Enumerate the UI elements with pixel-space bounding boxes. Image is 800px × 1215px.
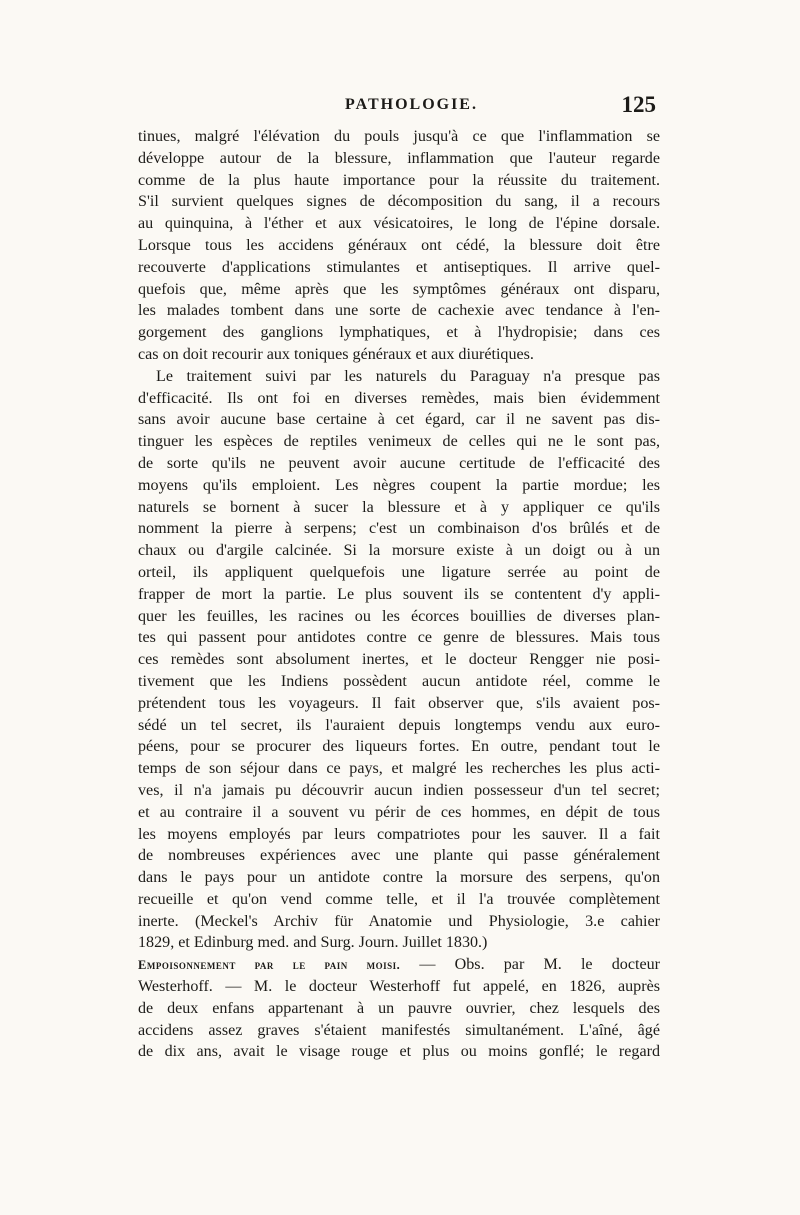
text-line: développe autour de la blessure, inflammation que l'auteur regarde [138,149,660,167]
text-line: au quinquina, à l'éther et aux vésicatoires, le long de l'épine dorsale. [138,215,660,233]
text-line: naturels se bornent à sucer la blessure et à y appliquer ce qu'ils [138,498,660,516]
text-line: nomment la pierre à serpens; c'est un combinaison d'os brûlés et de [138,520,660,538]
text-line: les malades tombent dans une sorte de cachexie avec tendance à l'en- [138,302,660,320]
text-line: inerte. (Meckel's Archiv für Anatomie und Physiologie, 3.e cahier [138,912,660,930]
text-line: ves, il n'a jamais pu découvrir aucun indien possesseur d'un tel secret; [138,781,660,799]
text-line: de deux enfans appartenant à un pauvre ouvrier, chez lesquels des [138,999,660,1017]
text-line: quer les feuilles, les racines ou les écorces bouillies de diverses plan- [138,607,660,625]
page-number: 125 [621,92,656,117]
text-line: moyens qu'ils emploient. Les nègres coupent la partie mordue; les [138,476,660,494]
text-fragment: — Obs. par M. le docteur [419,956,660,974]
running-title: PATHOLOGIE. [345,96,478,113]
text-line: les moyens employés par leurs compatriotes pour les sauver. Il a fait [138,825,660,843]
text-line: gorgement des ganglions lymphatiques, et à l'hydropisie; dans ces [138,324,660,342]
text-line: Lorsque tous les accidens généraux ont cédé, la blessure doit être [138,236,660,254]
text-line [138,954,660,976]
paragraph-1 [138,126,660,366]
text-line: de nombreuses expériences avec une plante qui passe généralement [138,847,660,865]
text-line: tinues, malgré l'élévation du pouls jusqu'à ce que l'inflammation se [138,128,660,145]
text-line: S'il survient quelques signes de décomposition du sang, il a recours [138,193,660,211]
text-line: tinguer les espèces de reptiles venimeux de celles qui ne le sont pas, [138,433,660,451]
text-line: quefois que, même après que les symptômes généraux ont disparu, [138,280,660,298]
paragraph-2 [138,366,660,955]
text-line: 1829, et Edinburg med. and Surg. Journ. Juillet 1830.) [138,934,488,952]
text-line: chaux ou d'argile calcinée. Si la morsure existe à un doigt ou à un [138,542,660,560]
text-line: dans le pays pour un antidote contre la morsure des serpens, qu'on [138,869,660,887]
body-text [138,126,660,1063]
text-line: comme de la plus haute importance pour la réussite du traitement. [138,171,660,189]
text-line: de sorte qu'ils ne peuvent avoir aucune certitude de l'efficacité des [138,454,660,472]
text-line: recueille et qu'on vend comme telle, et il l'a trouvée complètement [138,890,660,908]
text-line: frapper de mort la partie. Le plus souvent ils se contentent d'y appli- [138,585,660,603]
text-line: recouverte d'applications stimulantes et antiseptiques. Il arrive quel- [138,258,660,276]
text-line: et au contraire il a souvent vu périr de ces hommes, en dépit de tous [138,803,660,821]
section-heading: Empoisonnement par le pain moisi. [138,958,401,973]
text-line: tivement que les Indiens possèdent aucun antidote réel, comme le [138,672,660,690]
text-line: d'efficacité. Ils ont foi en diverses remèdes, mais bien évidemment [138,389,660,407]
text-line: de dix ans, avait le visage rouge et plus ou moins gonflé; le regard [138,1043,660,1061]
text-line: Westerhoff. — M. le docteur Westerhoff fut appelé, en 1826, auprès [138,978,660,996]
page-header [140,92,658,126]
paragraph-3 [138,954,660,1063]
text-line: accidens assez graves s'étaient manifestés simultanément. L'aîné, âgé [138,1021,660,1039]
text-line: sédé un tel secret, ils l'auraient depuis longtemps vendu aux euro- [138,716,660,734]
text-line: ces remèdes sont absolument inertes, et le docteur Rengger nie posi- [138,651,660,669]
text-line: tes qui passent pour antidotes contre ce genre de blessures. Mais tous [138,629,660,647]
text-line: péens, pour se procurer des liqueurs fortes. En outre, pendant tout le [138,738,660,756]
text-line: orteil, ils appliquent quelquefois une ligature serrée au point de [138,563,660,581]
text-line: cas on doit recourir aux toniques généraux et aux diurétiques. [138,345,534,363]
text-line: temps de son séjour dans ce pays, et malgré les recherches les plus acti- [138,760,660,778]
text-line: prétendent tous les voyageurs. Il fait observer que, s'ils avaient pos- [138,694,660,712]
text-line: sans avoir aucune base certaine à cet égard, car il ne savent pas dis- [138,411,660,429]
text-line: Le traitement suivi par les naturels du Paraguay n'a presque pas [156,367,660,385]
